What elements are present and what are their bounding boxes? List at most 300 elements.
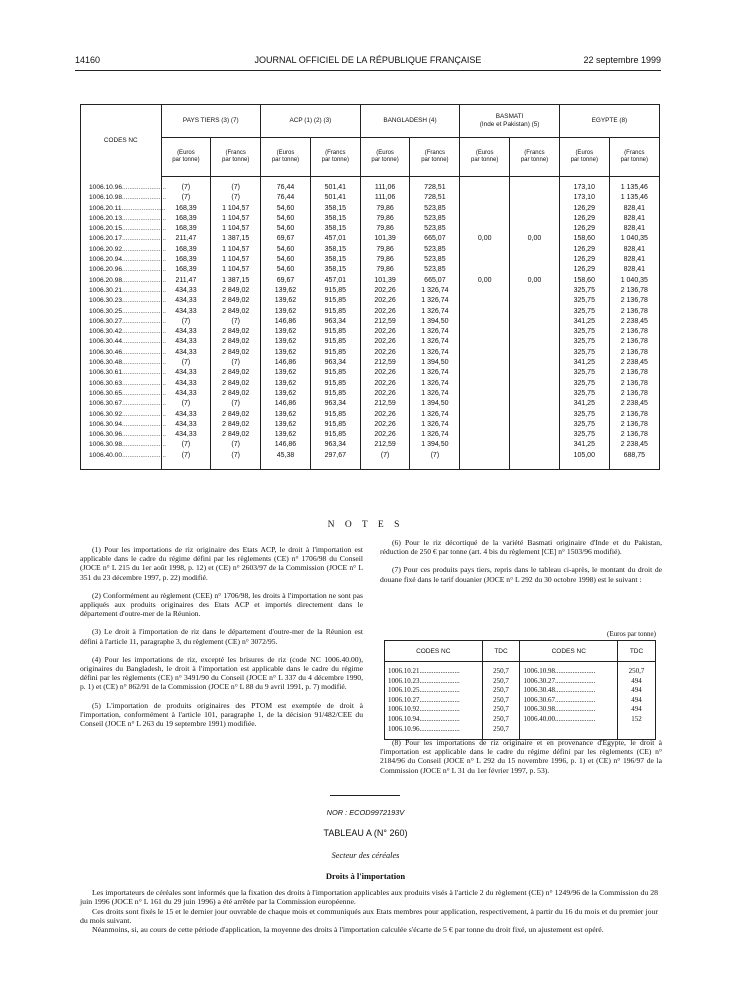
table-cell <box>460 337 510 347</box>
leader-dots: ........................ <box>122 245 166 253</box>
code-nc-cell <box>81 255 166 265</box>
table-cell: 76,44 <box>261 193 311 203</box>
page-header <box>75 55 661 69</box>
code-nc-value: 1006.10.96 <box>89 183 123 191</box>
table-cell: 146,86 <box>261 317 311 327</box>
table-cell <box>510 214 560 224</box>
tdc-value: 250,7 <box>493 705 509 714</box>
table-cell: 2 238,45 <box>609 440 659 450</box>
unit-header-francs <box>609 138 659 177</box>
code-nc-value: 1006.20.15 <box>89 225 123 233</box>
table-cell <box>510 204 560 214</box>
code-nc-value: 1006.30.67 <box>89 400 123 408</box>
table-cell: 828,41 <box>609 255 659 265</box>
table-cell: 963,34 <box>310 358 360 368</box>
table-row <box>81 440 659 450</box>
code-nc-value: 1006.30.98 <box>89 441 123 449</box>
table-cell: 202,26 <box>360 307 410 317</box>
table-cell: 202,26 <box>360 410 410 420</box>
table-cell: 1 135,46 <box>609 193 659 203</box>
table-cell: (7) <box>360 451 410 469</box>
table-cell: 358,15 <box>310 265 360 275</box>
publication-date: 22 septembre 1999 <box>583 55 661 65</box>
unit-label-line-2: par tonne) <box>222 157 250 163</box>
code-nc-value: 1006.20.13 <box>89 214 123 222</box>
table-cell: 0,00 <box>510 276 560 286</box>
tdc-row <box>385 677 656 687</box>
table-cell: 325,75 <box>559 337 609 347</box>
table-cell: 1 040,35 <box>609 276 659 286</box>
code-nc-value: 1006.10.98 <box>89 194 123 202</box>
unit-label-line-1: (Francs <box>524 150 545 156</box>
leader-dots: ........................ <box>122 420 166 428</box>
table-cell: 212,59 <box>360 317 410 327</box>
table-cell: 358,15 <box>310 224 360 234</box>
table-cell: (7) <box>211 193 261 203</box>
table-cell: 325,75 <box>559 420 609 430</box>
table-cell: 325,75 <box>559 327 609 337</box>
table-row <box>81 327 659 337</box>
table-cell <box>510 451 560 469</box>
code-nc-cell <box>81 430 166 440</box>
tdc-code: 1006.10.21 <box>388 667 420 675</box>
tdc-value-cell <box>618 677 656 687</box>
table-cell: 139,62 <box>261 327 311 337</box>
table-cell: 126,29 <box>559 224 609 234</box>
table-cell: 341,25 <box>559 358 609 368</box>
tdc-table-block <box>384 630 656 740</box>
table-cell: 1 104,57 <box>211 204 261 214</box>
table-cell: 202,26 <box>360 430 410 440</box>
table-cell <box>460 193 510 203</box>
table-cell: 2 849,02 <box>211 307 261 317</box>
table-cell <box>510 224 560 234</box>
table-row <box>81 177 659 194</box>
table-cell: 358,15 <box>310 245 360 255</box>
code-nc-value: 1006.20.17 <box>89 235 123 243</box>
table-cell <box>510 420 560 430</box>
unit-label-line-2: par tonne) <box>371 157 399 163</box>
tdc-code-cell <box>520 705 618 715</box>
tdc-code-cell <box>520 715 618 725</box>
tdc-code: 1006.40.00 <box>523 714 555 723</box>
unit-label-line-2: par tonne) <box>421 157 449 163</box>
table-cell <box>460 379 510 389</box>
code-nc-cell <box>81 224 166 234</box>
table-cell <box>460 296 510 306</box>
table-row <box>81 368 659 378</box>
tdc-value-cell <box>482 696 520 706</box>
table-cell <box>510 410 560 420</box>
table-cell <box>460 440 510 450</box>
leader-dots: ........................ <box>122 348 166 356</box>
table-cell: 139,62 <box>261 420 311 430</box>
table-cell: 915,85 <box>310 348 360 358</box>
table-cell: 173,10 <box>559 177 609 194</box>
tdc-code: 1006.10.23 <box>388 676 420 685</box>
leader-dots: ........................ <box>122 214 166 222</box>
leader-dots: ........................ <box>122 225 166 233</box>
table-cell: 2 136,78 <box>609 296 659 306</box>
table-cell: 325,75 <box>559 430 609 440</box>
code-nc-cell <box>81 451 166 469</box>
tdc-code: 1006.10.94 <box>388 714 420 723</box>
table-cell: 434,33 <box>161 307 211 317</box>
table-row <box>81 317 659 327</box>
table-cell: 325,75 <box>559 348 609 358</box>
table-cell: 434,33 <box>161 296 211 306</box>
code-nc-value: 1006.30.94 <box>89 420 123 428</box>
table-cell <box>460 410 510 420</box>
table-cell: 146,86 <box>261 440 311 450</box>
tdc-value-cell <box>618 696 656 706</box>
note-8: (8) Pour les importations de riz originaire et en provenance d'Egypte, le droit à l'importation est applicable dans le cadre du régime défini par les règlements (CE) n° 2184/96 du Conseil (JOCE n° L 292 du 15 novembre 1996, p. 1) et (CE) n° 196/97 de la Commission (JOCE n° L 31 du 1er février 1997, p. 53). <box>380 738 662 775</box>
table-cell: 54,60 <box>261 255 311 265</box>
table-cell: (7) <box>211 177 261 194</box>
note-3: (3) Le droit à l'importation de riz dans le département d'outre-mer de la Réunion est défini à l'article 11, paragraphe 3, du règlement (CE) n° 3072/95. <box>80 627 363 646</box>
table-cell: 79,86 <box>360 214 410 224</box>
table-cell: 69,67 <box>261 234 311 244</box>
unit-label-line-1: (Euros <box>475 150 494 156</box>
tableau-title: TABLEAU A (N° 260) <box>323 828 408 838</box>
table-cell: 211,47 <box>161 234 211 244</box>
tdc-value: 250,7 <box>493 695 509 704</box>
table-cell: 457,01 <box>310 276 360 286</box>
table-cell: (7) <box>211 399 261 409</box>
code-nc-value: 1006.30.44 <box>89 338 123 346</box>
table-cell <box>460 399 510 409</box>
table-cell: 69,67 <box>261 276 311 286</box>
table-cell <box>460 265 510 275</box>
table-cell: 2 849,02 <box>211 327 261 337</box>
table-cell: 158,60 <box>559 276 609 286</box>
table-cell: 111,06 <box>360 177 410 194</box>
leader-dots: ........................ <box>122 235 166 243</box>
table-cell: 139,62 <box>261 337 311 347</box>
tdc-header-tdc-1: TDC <box>482 641 520 662</box>
table-cell: 146,86 <box>261 358 311 368</box>
unit-header-euros <box>460 138 510 177</box>
notes-left-column <box>80 545 363 737</box>
table-cell: 2 136,78 <box>609 307 659 317</box>
note-5: (5) L'importation de produits originaires des PTOM est exemptée de droit à l'importation, conformément à l'article 101, paragraphe 1, de la décision 91/482/CEE du Conseil (JOCE n° L 263 du 19 septembre 1991) modifiée. <box>80 700 363 729</box>
code-nc-value: 1006.20.96 <box>89 266 123 274</box>
unit-header-euros <box>360 138 410 177</box>
table-cell: 2 136,78 <box>609 286 659 296</box>
table-cell: 101,39 <box>360 234 410 244</box>
tdc-value: 250,7 <box>493 724 509 733</box>
code-nc-cell <box>81 296 166 306</box>
table-cell <box>460 214 510 224</box>
code-nc-cell <box>81 337 166 347</box>
leader-dots: ........................ <box>122 379 166 387</box>
table-cell: 2 238,45 <box>609 358 659 368</box>
table-cell: 202,26 <box>360 420 410 430</box>
table-cell: 212,59 <box>360 358 410 368</box>
table-cell: 1 326,74 <box>410 430 460 440</box>
code-nc-cell <box>81 204 166 214</box>
table-cell: (7) <box>161 193 211 203</box>
code-nc-cell <box>81 286 166 296</box>
tdc-value: 250,7 <box>493 714 509 723</box>
table-cell: 101,39 <box>360 276 410 286</box>
table-row <box>81 389 659 399</box>
tdc-value-cell <box>482 715 520 725</box>
tdc-code: 1006.30.98 <box>523 705 555 714</box>
table-cell <box>460 286 510 296</box>
table-row <box>81 348 659 358</box>
tdc-value-cell <box>482 662 520 677</box>
leader-dots: ....................... <box>554 714 596 723</box>
table-cell: 341,25 <box>559 399 609 409</box>
table-cell <box>510 379 560 389</box>
table-cell <box>510 307 560 317</box>
table-cell: 79,86 <box>360 224 410 234</box>
table-cell: 211,47 <box>161 276 211 286</box>
table-cell: 139,62 <box>261 296 311 306</box>
table-cell: 2 849,02 <box>211 337 261 347</box>
table-cell: 325,75 <box>559 389 609 399</box>
tdc-code-cell <box>520 696 618 706</box>
table-cell: 341,25 <box>559 440 609 450</box>
code-nc-cell <box>81 234 166 244</box>
table-cell: 1 326,74 <box>410 327 460 337</box>
tdc-row <box>385 715 656 725</box>
table-cell: 501,41 <box>310 177 360 194</box>
tdc-code: 1006.10.92 <box>388 705 420 714</box>
table-cell: 212,59 <box>360 399 410 409</box>
leader-dots: ....................... <box>554 676 596 685</box>
table-cell <box>510 389 560 399</box>
table-row <box>81 307 659 317</box>
tdc-unit: (Euros par tonne) <box>607 630 656 638</box>
table-cell: 202,26 <box>360 286 410 296</box>
table-cell: 915,85 <box>310 430 360 440</box>
table-cell: 1 104,57 <box>211 214 261 224</box>
leader-dots: ........................ <box>122 328 166 336</box>
table-cell <box>510 265 560 275</box>
table-cell <box>510 296 560 306</box>
group-header-egypte: EGYPTE (8) <box>559 105 659 138</box>
table-row <box>81 204 659 214</box>
table-cell: 0,00 <box>460 234 510 244</box>
table-cell: 434,33 <box>161 327 211 337</box>
table-cell: 915,85 <box>310 307 360 317</box>
group-header-acp: ACP (1) (2) (3) <box>261 105 361 138</box>
leader-dots: ........................ <box>122 451 166 459</box>
tdc-value-cell <box>482 686 520 696</box>
table-cell: 1 104,57 <box>211 224 261 234</box>
table-row <box>81 420 659 430</box>
table-cell: 173,10 <box>559 193 609 203</box>
unit-header-euros <box>261 138 311 177</box>
unit-label-line-2: par tonne) <box>620 157 649 163</box>
table-cell <box>460 348 510 358</box>
note-6: (6) Pour le riz décortiqué de la variété Basmati originaire d'Inde et du Pakistan, réduction de 250 € par tonne (art. 4 bis du règlement [CE] n° 1503/96 modifié). <box>380 538 662 557</box>
table-cell: 325,75 <box>559 379 609 389</box>
table-row <box>81 358 659 368</box>
unit-label-line-1: (Euros <box>177 150 195 156</box>
table-cell: 523,85 <box>410 214 460 224</box>
table-cell <box>510 327 560 337</box>
leader-dots: ........................ <box>122 431 166 439</box>
tdc-value: 250,7 <box>493 667 509 675</box>
code-nc-cell <box>81 410 166 420</box>
table-cell: 828,41 <box>609 265 659 275</box>
table-cell: 1 326,74 <box>410 286 460 296</box>
table-row <box>81 296 659 306</box>
unit-label-line-2: par tonne) <box>271 157 300 163</box>
table-row <box>81 399 659 409</box>
leader-dots: ....................... <box>554 686 596 695</box>
tdc-code-cell <box>385 705 483 715</box>
note-4: (4) Pour les importations de riz, excepté les brisures de riz (code NC 1006.40.00), originaires du Bangladesh, le droit à l'importation est applicable dans le cadre du régime défini par les règlements (CE) n° 3491/90 du Conseil (JOCE n° L 337 du 4 décembre 1990, p. 1) et (CE) n° 862/91 de la Commission (JOCE n° L 88 du 9 avril 1991, p. 7) modifié. <box>80 654 363 692</box>
table-cell: 1 394,50 <box>410 317 460 327</box>
unit-label-line-2: par tonne) <box>172 157 200 163</box>
code-nc-cell <box>81 317 166 327</box>
table-cell: 1 326,74 <box>410 379 460 389</box>
code-nc-value: 1006.30.46 <box>89 348 123 356</box>
table-cell: 126,29 <box>559 265 609 275</box>
table-cell: 434,33 <box>161 286 211 296</box>
table-cell <box>510 177 560 194</box>
note-2: (2) Conformément au règlement (CEE) n° 1706/98, les droits à l'importation ne sont pas appliqués aux produits originaires des Etats ACP et importés directement dans le département d'outre-mer de la Réunion. <box>80 590 363 619</box>
table-cell: 2 136,78 <box>609 348 659 358</box>
unit-label-line-1: (Francs <box>325 150 346 156</box>
section-separator <box>330 795 400 796</box>
table-cell <box>510 399 560 409</box>
table-cell: 915,85 <box>310 296 360 306</box>
table-cell: 1 326,74 <box>410 410 460 420</box>
table-cell <box>510 317 560 327</box>
table-cell: 54,60 <box>261 224 311 234</box>
table-cell: 434,33 <box>161 410 211 420</box>
table-cell: 0,00 <box>510 234 560 244</box>
table-cell <box>510 245 560 255</box>
table-cell: 2 238,45 <box>609 399 659 409</box>
table-cell: 126,29 <box>559 255 609 265</box>
table-cell: (7) <box>211 440 261 450</box>
table-cell: 1 387,15 <box>211 276 261 286</box>
leader-dots: ........................ <box>122 276 166 284</box>
group-header-bangladesh: BANGLADESH (4) <box>360 105 460 138</box>
code-nc-value: 1006.40.00 <box>89 451 123 459</box>
table-cell <box>460 317 510 327</box>
table-cell: 297,67 <box>310 451 360 469</box>
tdc-code: 1006.10.98 <box>523 667 555 675</box>
table-cell: 139,62 <box>261 286 311 296</box>
table-cell: 358,15 <box>310 214 360 224</box>
tdc-code: 1006.10.25 <box>388 686 420 695</box>
table-cell <box>460 204 510 214</box>
leader-dots: ....................... <box>419 705 460 714</box>
tdc-row <box>385 686 656 696</box>
table-cell: 963,34 <box>310 317 360 327</box>
table-row <box>81 286 659 296</box>
table-cell <box>510 440 560 450</box>
table-cell: 501,41 <box>310 193 360 203</box>
unit-header-francs <box>410 138 460 177</box>
table-cell: 665,07 <box>410 234 460 244</box>
table-cell: 45,38 <box>261 451 311 469</box>
table-cell: 76,44 <box>261 177 311 194</box>
table-cell <box>460 420 510 430</box>
table-cell: 212,59 <box>360 440 410 450</box>
unit-header-francs <box>510 138 560 177</box>
table-cell <box>510 358 560 368</box>
code-nc-cell <box>81 177 166 194</box>
tdc-header-codes-2: CODES NC <box>520 641 618 662</box>
table-cell: 2 136,78 <box>609 337 659 347</box>
tdc-value-cell <box>618 686 656 696</box>
code-nc-value: 1006.30.23 <box>89 297 123 305</box>
table-cell: (7) <box>161 317 211 327</box>
code-nc-cell <box>81 307 166 317</box>
table-cell: 1 135,46 <box>609 177 659 194</box>
notes-right-column <box>380 538 662 593</box>
unit-header-francs <box>211 138 261 177</box>
table-cell: 915,85 <box>310 327 360 337</box>
table-cell: 1 394,50 <box>410 440 460 450</box>
table-cell: 2 849,02 <box>211 286 261 296</box>
table-cell: 2 136,78 <box>609 327 659 337</box>
code-nc-cell <box>81 389 166 399</box>
table-cell: 434,33 <box>161 348 211 358</box>
table-cell: 202,26 <box>360 348 410 358</box>
table-cell: 139,62 <box>261 389 311 399</box>
codes-nc-header: CODES NC <box>103 136 138 144</box>
code-nc-value: 1006.30.21 <box>89 286 123 294</box>
table-cell: 1 104,57 <box>211 265 261 275</box>
table-cell: 79,86 <box>360 204 410 214</box>
table-row <box>81 234 659 244</box>
leader-dots: ....................... <box>419 714 460 723</box>
table-cell: 1 326,74 <box>410 296 460 306</box>
body-paragraph-3: Néanmoins, si, au cours de cette période d'application, la moyenne des droits à l'importation calculée s'écarte de 5 € par tonne du droit fixé, un ajustement est opéré. <box>92 925 604 935</box>
table-cell: (7) <box>161 451 211 469</box>
table-cell: 158,60 <box>559 234 609 244</box>
table-cell: (7) <box>161 399 211 409</box>
header-rule <box>75 70 661 71</box>
leader-dots: ........................ <box>122 307 166 315</box>
leader-dots: ........................ <box>122 441 166 449</box>
leader-dots: ........................ <box>122 338 166 346</box>
table-cell: 828,41 <box>609 245 659 255</box>
table-row <box>81 214 659 224</box>
table-cell: 2 849,02 <box>211 348 261 358</box>
code-nc-cell <box>81 420 166 430</box>
tdc-value: 152 <box>631 714 642 723</box>
code-nc-cell <box>81 440 166 450</box>
unit-label-line-1: (Francs <box>624 150 645 156</box>
tdc-value: 494 <box>631 705 642 714</box>
table-cell: 1 326,74 <box>410 389 460 399</box>
table-cell: 2 849,02 <box>211 296 261 306</box>
table-row <box>81 245 659 255</box>
table-cell: 523,85 <box>410 204 460 214</box>
notes-title: N O T E S <box>327 520 404 530</box>
table-cell: 1 326,74 <box>410 337 460 347</box>
table-cell <box>460 245 510 255</box>
table-cell: 202,26 <box>360 327 410 337</box>
leader-dots: ....................... <box>554 667 596 675</box>
leader-dots: ........................ <box>122 400 166 408</box>
unit-label-line-2: par tonne) <box>570 157 598 163</box>
table-cell: 1 387,15 <box>211 234 261 244</box>
table-cell: 202,26 <box>360 296 410 306</box>
table-cell <box>460 224 510 234</box>
unit-label-line-1: (Euros <box>276 150 295 156</box>
